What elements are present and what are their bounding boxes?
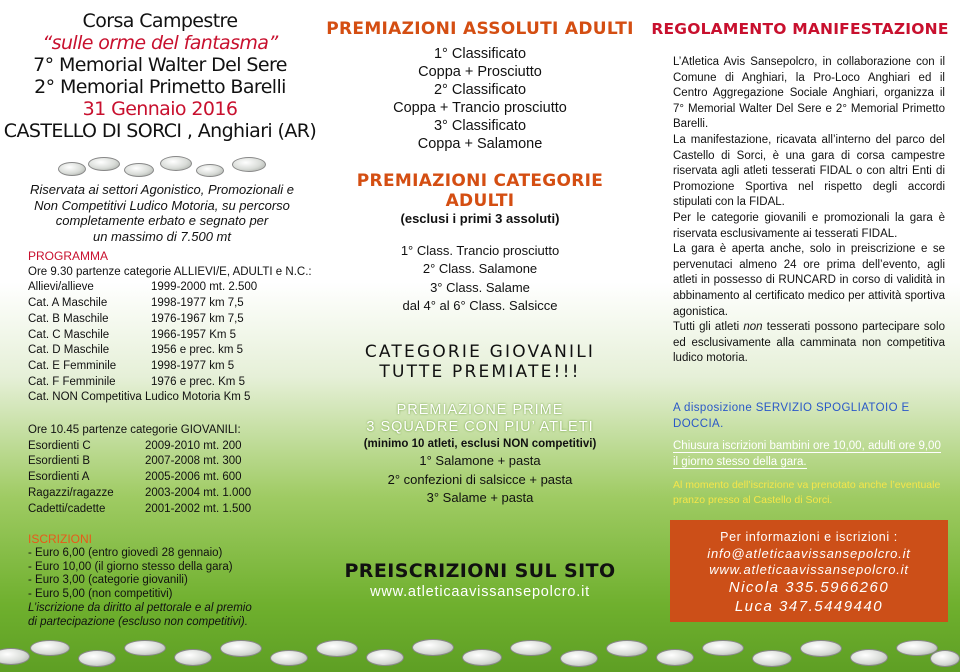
category-info: 1956 e prec. km 5 <box>151 344 244 357</box>
stone-icon <box>58 162 86 176</box>
programma-start-time: Ore 9.30 partenze categorie ALLIEVI/E, ADULTI e N.C.: <box>28 265 312 278</box>
servizi-note: A disposizione SERVIZIO SPOGLIATOIO E DOCCIA. <box>673 402 910 430</box>
giovanili-start-time: Ore 10.45 partenze categorie GIOVANILI: <box>28 424 241 436</box>
stone-icon <box>462 649 502 666</box>
programma-section <box>28 249 318 406</box>
chiusura-note <box>673 438 945 470</box>
description-line: Non Competitivi Ludico Motoria, su percorso <box>34 197 290 213</box>
stone-icon <box>174 649 212 666</box>
regolamento-paragraph <box>673 320 945 367</box>
middle-column <box>320 0 640 672</box>
category-row <box>28 454 318 470</box>
prize-line: 2° Classificato <box>433 82 527 98</box>
category-info: 1966-1957 Km 5 <box>151 328 237 341</box>
category-name: Cat. E Femminile <box>28 359 117 372</box>
regolamento-title: REGOLAMENTO MANIFESTAZIONE <box>651 20 949 38</box>
fee-item: - Euro 5,00 (non competitivi) <box>28 588 173 601</box>
fee-item: - Euro 10,00 (il giorno stesso della gara) <box>28 560 233 573</box>
prize-line: Coppa + Salamone <box>417 136 543 152</box>
event-title-block <box>0 10 320 142</box>
category-name: Cat. A Maschile <box>28 297 108 310</box>
stone-icon <box>316 640 358 657</box>
contact-box <box>670 520 948 622</box>
category-name: Cat. C Maschile <box>28 328 110 341</box>
stone-icon <box>850 649 888 666</box>
title-tagline: “sulle orme del fantasma” <box>42 32 278 54</box>
heading-line: 3 SQUADRE CON PIU’ ATLETI <box>366 419 594 436</box>
stone-icon <box>88 157 120 171</box>
giovanili-section <box>28 423 318 517</box>
category-name: Allievi/allieve <box>28 281 94 294</box>
contact-phone-nicola[interactable]: Nicola 335.5966260 <box>728 579 890 596</box>
category-row <box>28 280 318 296</box>
premiazione-prime-note: (minimo 10 atleti, esclusi NON competitivi) <box>363 438 597 451</box>
programma-title: PROGRAMMA <box>28 249 109 263</box>
right-column <box>640 0 960 672</box>
category-info: 1976-1967 km 7,5 <box>151 312 244 325</box>
text-part-italic: non <box>743 321 763 334</box>
category-row <box>28 328 318 344</box>
stone-icon <box>124 640 166 656</box>
regolamento-paragraph: La gara è aperta anche, solo in preiscrizione e se pervenutaci almeno 24 ore prima dell’evento, agli atleti in possesso di RUNCARD in corso di validità in abbinamento al certificato medico per attività sportiva agonistica. <box>673 243 945 318</box>
category-row <box>28 470 318 486</box>
stone-icon <box>510 640 552 656</box>
premi-categorie-subtitle: (esclusi i primi 3 assoluti) <box>400 211 560 226</box>
category-info: 1976 e prec. Km 5 <box>151 375 245 388</box>
fee-note: L’iscrizione da diritto al pettorale e al premio <box>28 601 252 614</box>
prize-line: Coppa + Trancio prosciutto <box>393 100 567 116</box>
stone-icon <box>30 640 70 656</box>
category-info: 2001-2002 mt. 1.500 <box>145 502 252 515</box>
premiazione-prime-heading <box>320 402 640 436</box>
category-info: 2007-2008 mt. 300 <box>145 455 242 468</box>
prize-line: 3° Class. Salame <box>430 279 530 295</box>
bottom-stones-decoration <box>0 634 960 672</box>
title-memorial-2: 2° Memorial Primetto Barelli <box>34 76 286 98</box>
stone-icon <box>930 650 960 667</box>
contact-website[interactable]: www.atleticaavissansepolcro.it <box>709 562 909 577</box>
premiazione-prime-list <box>320 452 640 508</box>
text-part: tesserati possono partecipare solo ed esclusivamente alla camminata non competitiva ludico motoria. <box>673 321 945 365</box>
event-place: CASTELLO DI SORCI , Anghiari (AR) <box>3 120 317 142</box>
prize-line: 2° Class. Salamone <box>422 261 538 277</box>
heading-line: PREMIAZIONE PRIME <box>396 402 564 419</box>
category-name: Cat. B Maschile <box>28 312 109 325</box>
regolamento-paragraph: L’Atletica Avis Sansepolcro, in collaborazione con il Comune di Anghiari, la Pro-Loco Anghiari ed il Centro Aggregazione Sociale Anghiari, organizza il 7° Memorial Walter Del Sere e 2° Memorial Primetto Barelli. <box>673 56 945 131</box>
description-line: completamente erbato e segnato per <box>55 213 269 228</box>
regolamento-paragraph: Per le categorie giovanili e promozionali la gara è riservata esclusivamente ai tesserati FIDAL. <box>673 211 945 240</box>
pranzo-note: Al momento dell’iscrizione va prenotato anche l’eventuale pranzo presso al Castello di Sorci. <box>673 479 941 506</box>
category-row <box>28 502 318 518</box>
category-row <box>28 343 318 359</box>
iscrizioni-title: ISCRIZIONI <box>28 532 93 546</box>
fee-item: - Euro 3,00 (categorie giovanili) <box>28 574 188 587</box>
left-column <box>0 0 320 672</box>
stone-icon <box>232 157 266 172</box>
premi-categorie-list <box>320 242 640 315</box>
event-description <box>22 182 302 244</box>
regolamento-text <box>673 55 945 367</box>
stone-icon <box>366 649 404 666</box>
category-info: 2003-2004 mt. 1.000 <box>145 486 252 499</box>
stone-icon <box>560 650 598 667</box>
category-name: Esordienti B <box>28 455 91 468</box>
stone-icon <box>220 640 262 657</box>
contact-title: Per informazioni e iscrizioni : <box>720 530 898 544</box>
title-line-1: Corsa Campestre <box>82 10 238 32</box>
premi-assoluti-list <box>320 45 640 153</box>
stone-icon <box>160 156 192 171</box>
heading-line: CATEGORIE GIOVANILI <box>364 342 596 363</box>
category-name: Cat. F Femminile <box>28 375 116 388</box>
non-competitive-row: Cat. NON Competitiva Ludico Motoria Km 5 <box>28 391 251 404</box>
category-row <box>28 486 318 502</box>
category-name: Ragazzi/ragazze <box>28 486 114 499</box>
prize-line: 1° Classificato <box>433 46 527 62</box>
iscrizioni-section <box>28 533 318 630</box>
stone-icon <box>800 640 842 657</box>
contact-email[interactable]: info@atleticaavissansepolcro.it <box>707 546 911 561</box>
category-name: Esordienti C <box>28 439 91 452</box>
event-date: 31 Gennaio 2016 <box>82 98 238 120</box>
category-info: 1999-2000 mt. 2.500 <box>151 281 258 294</box>
category-name: Cadetti/cadette <box>28 502 106 515</box>
fee-note: di partecipazione (escluso non competitivi). <box>28 615 248 628</box>
stone-icon <box>702 640 744 656</box>
stone-icon <box>270 650 308 666</box>
category-info: 1998-1977 km 7,5 <box>151 297 244 310</box>
stone-icon <box>606 640 648 657</box>
stones-decoration <box>0 152 320 182</box>
prize-line: Coppa + Prosciutto <box>418 64 542 80</box>
contact-phone-luca[interactable]: Luca 347.5449440 <box>734 598 884 615</box>
preiscrizioni-title: PREISCRIZIONI SUL SITO <box>344 559 616 582</box>
stone-icon <box>78 650 116 667</box>
preiscrizioni-url[interactable]: www.atleticaavissansepolcro.it <box>370 583 590 600</box>
description-line: un massimo di 7.500 mt <box>92 228 231 244</box>
category-info: 2009-2010 mt. 200 <box>145 439 242 452</box>
category-row <box>28 439 318 455</box>
stone-icon <box>752 650 792 667</box>
fee-item: - Euro 6,00 (entro giovedì 28 gennaio) <box>28 546 223 559</box>
stone-icon <box>656 649 694 666</box>
premi-assoluti-title: PREMIAZIONI ASSOLUTI ADULTI <box>326 19 634 39</box>
prize-line: 2° confezioni di salsicce + pasta <box>387 471 573 487</box>
chiusura-text: Chiusura iscrizioni bambini ore 10,00, adulti ore 9,00 il giorno stesso della gara. <box>673 440 941 468</box>
categorie-giovanili-heading <box>320 342 640 382</box>
category-row <box>28 359 318 375</box>
category-name: Esordienti A <box>28 471 90 484</box>
prize-line: 3° Salame + pasta <box>426 490 534 506</box>
heading-line: TUTTE PREMIATE!!! <box>379 362 581 383</box>
category-info: 1998-1977 km 5 <box>151 359 235 372</box>
category-row <box>28 312 318 328</box>
category-name: Cat. D Maschile <box>28 344 110 357</box>
category-info: 2005-2006 mt. 600 <box>145 471 242 484</box>
stone-icon <box>412 639 454 656</box>
category-row <box>28 296 318 312</box>
prize-line: 1° Salamone + pasta <box>419 453 541 469</box>
prize-line: dal 4° al 6° Class. Salsicce <box>402 297 558 313</box>
regolamento-paragraph: La manifestazione, ricavata all’interno del parco del Castello di Sorci, è una gara di corsa campestre riservata agli atleti tesserati FIDAL o con altri Enti di Promozione Sportiva nel rispetto degli accordi stipulati con la FIDAL. <box>673 133 945 209</box>
stone-icon <box>0 648 30 665</box>
description-line: Riservata ai settori Agonistico, Promozionali e <box>30 182 294 197</box>
stone-icon <box>196 164 224 177</box>
text-part: Tutti gli atleti <box>673 321 744 334</box>
premi-categorie-title: PREMIAZIONI CATEGORIE ADULTI <box>356 171 604 211</box>
stone-icon <box>124 163 154 177</box>
title-memorial-1: 7° Memorial Walter Del Sere <box>33 54 287 76</box>
category-row <box>28 375 318 391</box>
prize-line: 1° Class. Trancio prosciutto <box>400 243 560 258</box>
prize-line: 3° Classificato <box>433 118 527 134</box>
